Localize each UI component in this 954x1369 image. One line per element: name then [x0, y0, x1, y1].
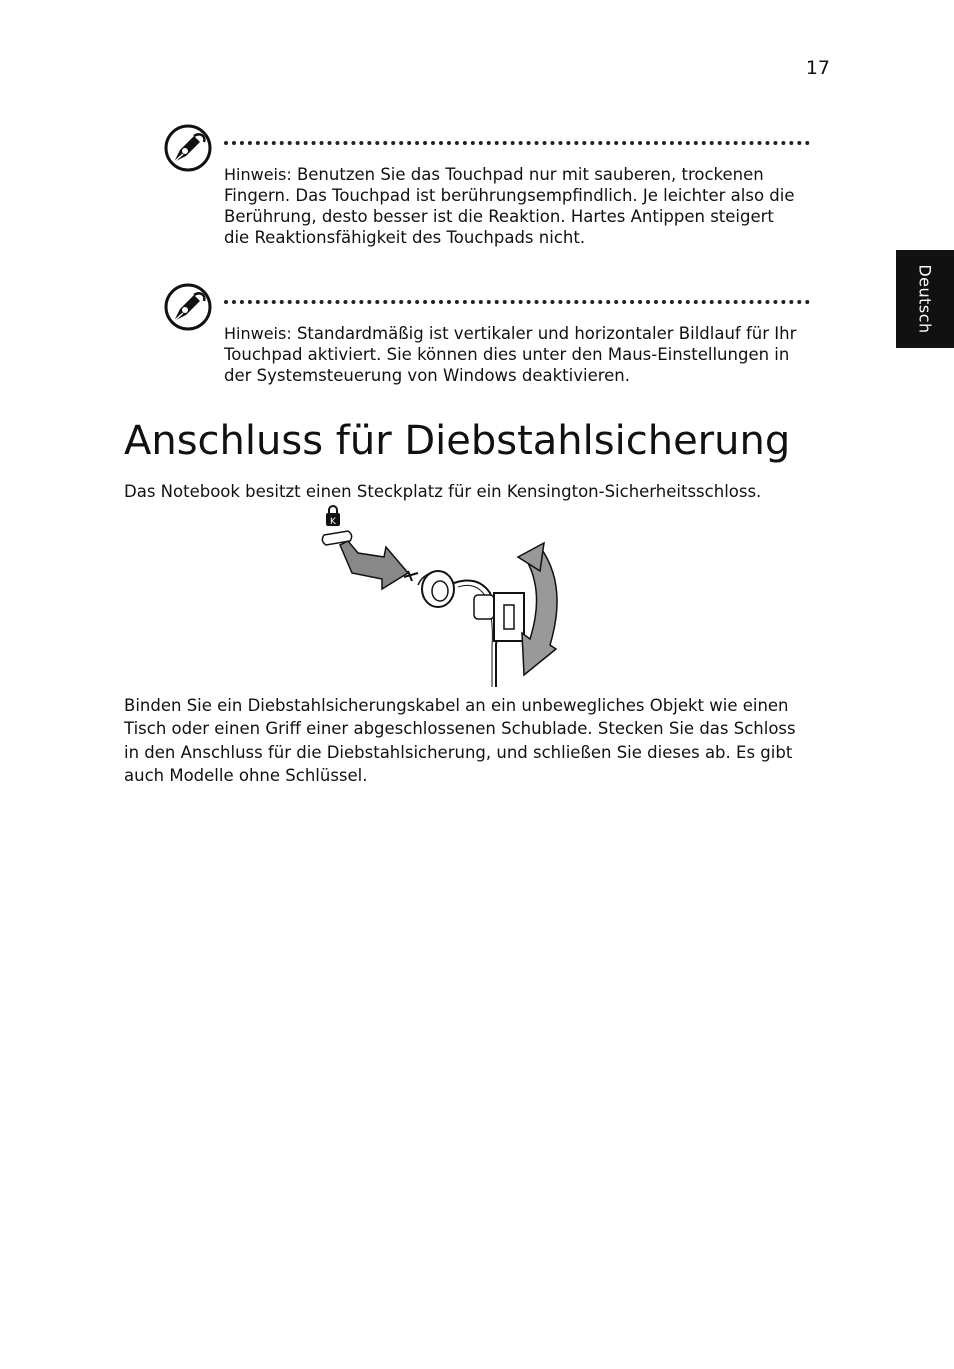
note-text	[224, 164, 804, 248]
note-pen-icon	[164, 283, 212, 331]
note-divider	[224, 300, 810, 304]
note-label: Hinweis:	[224, 324, 292, 343]
language-tab-label: Deutsch	[915, 264, 935, 334]
note-body: Benutzen Sie das Touchpad nur mit sauberen, trockenen Fingern. Das Touchpad ist berührungsempfindlich. Je leichter also die Berührung, desto besser ist die Reaktion. Hartes Antippen steigert die Reaktionsfähigkeit des Touchpads nicht.	[224, 165, 795, 247]
note-body: Standardmäßig ist vertikaler und horizontaler Bildlauf für Ihr Touchpad aktiviert. Sie können dies unter den Maus-Einstellungen in der Systemsteuerung von Windows deaktivieren.	[224, 324, 797, 385]
language-tab	[896, 250, 954, 348]
lock-symbol-letter: K	[330, 517, 336, 527]
note-text	[224, 323, 804, 386]
note-1	[164, 124, 814, 254]
page-number: 17	[805, 57, 830, 79]
note-2	[164, 283, 814, 393]
kensington-lock-illustration	[318, 505, 568, 690]
note-divider	[224, 141, 810, 145]
section-body: Binden Sie ein Diebstahlsicherungskabel an ein unbewegliches Objekt wie einen Tisch oder einen Griff einer abgeschlossenen Schublade. Stecken Sie das Schloss in den Anschluss für die Diebstahlsicherung, und schließen Sie dieses ab. Es gibt auch Modelle ohne Schlüssel.	[124, 696, 796, 785]
section-heading: Anschluss für Diebstahlsicherung	[124, 418, 791, 464]
section-intro: Das Notebook besitzt einen Steckplatz für ein Kensington-Sicherheitsschloss.	[124, 482, 762, 501]
note-pen-icon	[164, 124, 212, 172]
note-label: Hinweis:	[224, 165, 292, 184]
lock-symbol-icon	[326, 506, 340, 527]
